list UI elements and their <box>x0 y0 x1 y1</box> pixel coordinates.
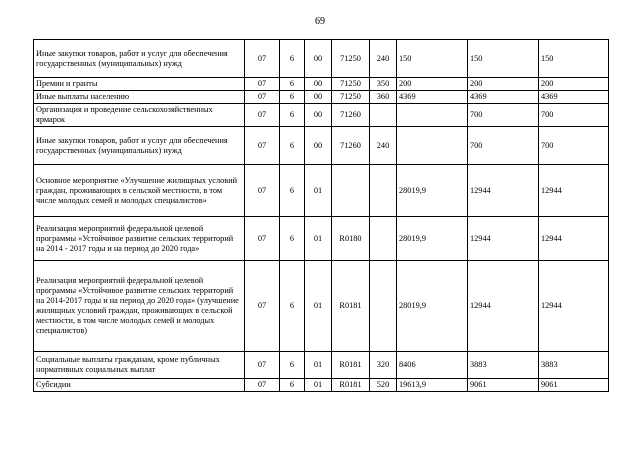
table-body <box>34 40 609 392</box>
expense-type-code: 240 <box>370 127 397 165</box>
section-code: 07 <box>245 352 280 379</box>
page-number: 69 <box>315 16 325 27</box>
table-row <box>34 127 609 165</box>
program-code: 00 <box>305 78 332 91</box>
program-code: 00 <box>305 104 332 127</box>
amount-year-1: 4369 <box>397 91 468 104</box>
table-row <box>34 352 609 379</box>
subsection-code: 6 <box>280 40 305 78</box>
amount-year-3: 9061 <box>539 379 609 392</box>
amount-year-2: 9061 <box>468 379 539 392</box>
program-code: 01 <box>305 261 332 352</box>
target-code: R0181 <box>332 352 370 379</box>
amount-year-2: 4369 <box>468 91 539 104</box>
row-name: Основное мероприятие «Улучшение жилищных условий граждан, проживающих в сельской местности, в том числе молодых семей и молодых специалистов» <box>34 165 245 217</box>
row-name: Иные закупки товаров, работ и услуг для обеспечения государственных (муниципальных) нужд <box>34 40 245 78</box>
budget-table <box>33 39 609 392</box>
row-name: Организация и проведение сельскохозяйственных ярмарок <box>34 104 245 127</box>
program-code: 00 <box>305 40 332 78</box>
program-code: 01 <box>305 165 332 217</box>
section-code: 07 <box>245 104 280 127</box>
expense-type-code: 360 <box>370 91 397 104</box>
subsection-code: 6 <box>280 91 305 104</box>
amount-year-3: 200 <box>539 78 609 91</box>
amount-year-2: 12944 <box>468 261 539 352</box>
table-row <box>34 40 609 78</box>
section-code: 07 <box>245 379 280 392</box>
amount-year-3: 150 <box>539 40 609 78</box>
subsection-code: 6 <box>280 127 305 165</box>
target-code: 71250 <box>332 78 370 91</box>
table-row <box>34 217 609 261</box>
amount-year-1: 8406 <box>397 352 468 379</box>
expense-type-code: 520 <box>370 379 397 392</box>
section-code: 07 <box>245 165 280 217</box>
amount-year-2: 700 <box>468 127 539 165</box>
amount-year-1: 150 <box>397 40 468 78</box>
target-code: 71260 <box>332 104 370 127</box>
target-code: 71260 <box>332 127 370 165</box>
expense-type-code <box>370 217 397 261</box>
amount-year-1: 200 <box>397 78 468 91</box>
table-row <box>34 379 609 392</box>
amount-year-3: 700 <box>539 127 609 165</box>
section-code: 07 <box>245 78 280 91</box>
subsection-code: 6 <box>280 104 305 127</box>
table-row <box>34 104 609 127</box>
expense-type-code <box>370 261 397 352</box>
subsection-code: 6 <box>280 352 305 379</box>
section-code: 07 <box>245 217 280 261</box>
amount-year-3: 700 <box>539 104 609 127</box>
amount-year-2: 12944 <box>468 165 539 217</box>
target-code: 71250 <box>332 91 370 104</box>
program-code: 01 <box>305 379 332 392</box>
amount-year-2: 12944 <box>468 217 539 261</box>
amount-year-1: 28019,9 <box>397 261 468 352</box>
expense-type-code: 350 <box>370 78 397 91</box>
target-code <box>332 165 370 217</box>
table-row <box>34 261 609 352</box>
amount-year-3: 12944 <box>539 261 609 352</box>
row-name: Иные закупки товаров, работ и услуг для обеспечения государственных (муниципальных) нужд <box>34 127 245 165</box>
subsection-code: 6 <box>280 78 305 91</box>
row-name: Субсидии <box>34 379 245 392</box>
amount-year-1 <box>397 127 468 165</box>
expense-type-code: 320 <box>370 352 397 379</box>
amount-year-1: 28019,9 <box>397 217 468 261</box>
amount-year-2: 3883 <box>468 352 539 379</box>
subsection-code: 6 <box>280 261 305 352</box>
subsection-code: 6 <box>280 165 305 217</box>
row-name: Премии и гранты <box>34 78 245 91</box>
amount-year-1: 28019,9 <box>397 165 468 217</box>
program-code: 01 <box>305 352 332 379</box>
table-row <box>34 165 609 217</box>
row-name: Социальные выплаты гражданам, кроме публичных нормативных социальных выплат <box>34 352 245 379</box>
target-code: 71250 <box>332 40 370 78</box>
table-row <box>34 91 609 104</box>
subsection-code: 6 <box>280 379 305 392</box>
target-code: R0181 <box>332 261 370 352</box>
amount-year-1 <box>397 104 468 127</box>
program-code: 00 <box>305 91 332 104</box>
amount-year-2: 200 <box>468 78 539 91</box>
program-code: 00 <box>305 127 332 165</box>
amount-year-3: 4369 <box>539 91 609 104</box>
row-name: Реализация мероприятий федеральной целевой программы «Устойчивое развитие сельских территорий на 2014-2017 годы и на период до 2020 года» (улучшение жилищных условий граждан, проживающих в сельской местности, в том числе молодых семей и молодых специалистов) <box>34 261 245 352</box>
section-code: 07 <box>245 40 280 78</box>
target-code: R0181 <box>332 379 370 392</box>
expense-type-code: 240 <box>370 40 397 78</box>
section-code: 07 <box>245 91 280 104</box>
amount-year-3: 12944 <box>539 217 609 261</box>
target-code: R0180 <box>332 217 370 261</box>
program-code: 01 <box>305 217 332 261</box>
section-code: 07 <box>245 127 280 165</box>
amount-year-2: 150 <box>468 40 539 78</box>
row-name: Иные выплаты населению <box>34 91 245 104</box>
section-code: 07 <box>245 261 280 352</box>
subsection-code: 6 <box>280 217 305 261</box>
amount-year-2: 700 <box>468 104 539 127</box>
amount-year-3: 12944 <box>539 165 609 217</box>
expense-type-code <box>370 104 397 127</box>
expense-type-code <box>370 165 397 217</box>
amount-year-1: 19613,9 <box>397 379 468 392</box>
amount-year-3: 3883 <box>539 352 609 379</box>
row-name: Реализация мероприятий федеральной целевой программы «Устойчивое развитие сельских территорий на 2014 - 2017 годы и на период до 2020 года» <box>34 217 245 261</box>
table-row <box>34 78 609 91</box>
